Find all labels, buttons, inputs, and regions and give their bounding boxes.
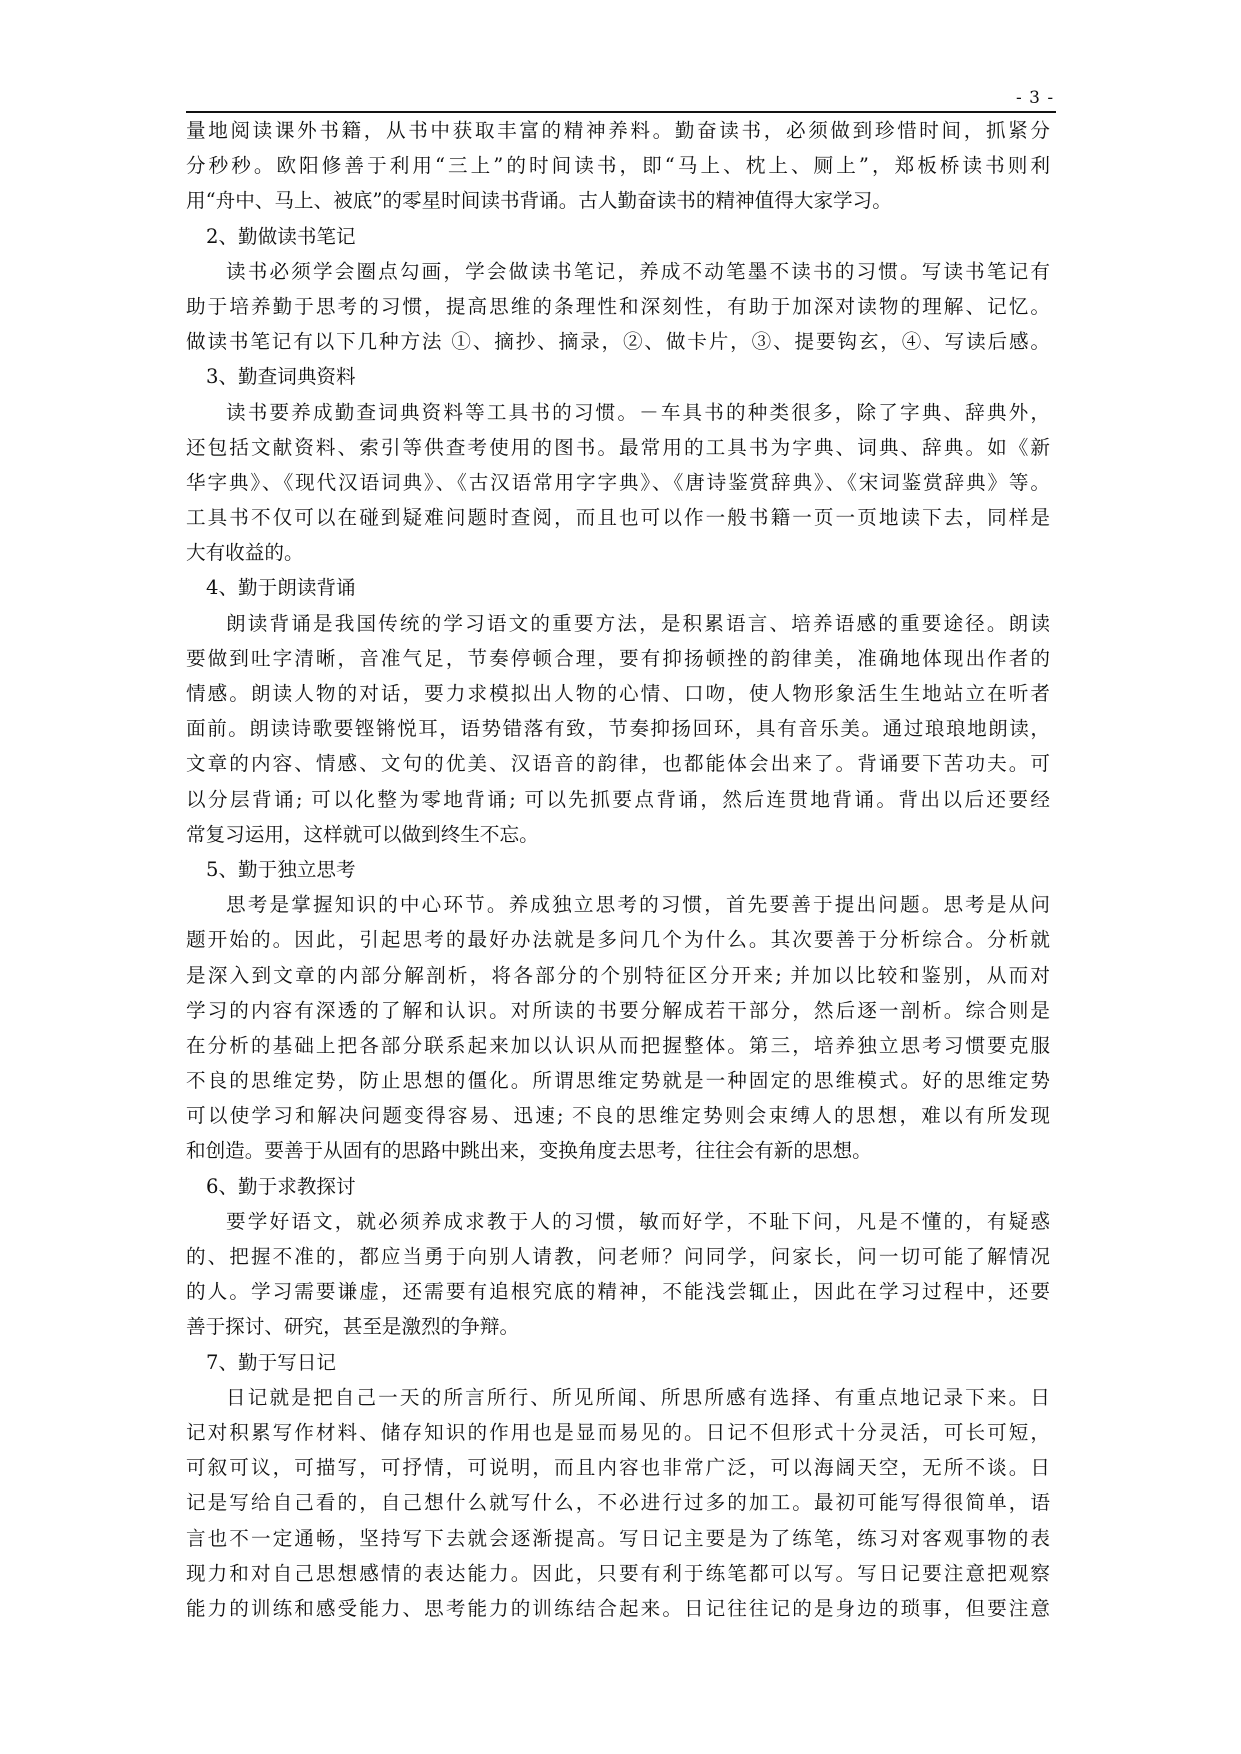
text-line: 日记就是把自己一天的所言所行、所见所闻、所思所感有选择、有重点地记录下来。日 [226, 1385, 1050, 1409]
text-line: 在分析的基础上把各部分联系起来加以认识从而把握整体。第三，培养独立思考习惯要克服 [186, 1033, 1050, 1057]
text-line: 要做到吐字清晰，音准气足，节奏停顿合理，要有抑扬顿挫的韵律美，准确地体现出作者的 [186, 646, 1050, 670]
text-line: 能力的训练和感受能力、思考能力的训练结合起来。日记往往记的是身边的琐事，但要注意 [186, 1596, 1050, 1620]
page-number: - 3 - [1016, 88, 1055, 108]
text-line: 是深入到文章的内部分解剖析，将各部分的个别特征区分开来; 并加以比较和鉴别，从而对 [186, 963, 1050, 987]
section-heading: 5、勤于独立思考 [206, 857, 356, 881]
text-line: 读书必须学会圈点勾画，学会做读书笔记，养成不动笔墨不读书的习惯。写读书笔记有 [226, 259, 1050, 283]
text-line: 工具书不仅可以在碰到疑难问题时查阅，而且也可以作一般书籍一页一页地读下去，同样是 [186, 506, 1050, 530]
text-line: 和创造。要善于从固有的思路中跳出来，变换角度去思考，往往会有新的思想。 [186, 1139, 872, 1163]
section-heading: 7、勤于写日记 [206, 1350, 337, 1374]
text-line: 以分层背诵; 可以化整为零地背诵; 可以先抓要点背诵，然后连贯地背诵。背出以后还要经 [186, 787, 1050, 811]
section-heading: 3、勤查词典资料 [206, 365, 356, 389]
text-line: 可叙可议，可描写，可抒情，可说明，而且内容也非常广泛，可以海阔天空，无所不谈。日 [186, 1456, 1050, 1480]
section-heading: 4、勤于朗读背诵 [206, 576, 356, 600]
text-line: 情感。朗读人物的对话，要力求模拟出人物的心情、口吻，使人物形象活生生地站立在听者 [186, 682, 1050, 705]
text-line: 还包括文献资料、索引等供查考使用的图书。最常用的工具书为字典、词典、辞典。如《新 [186, 435, 1050, 459]
text-line: 思考是掌握知识的中心环节。养成独立思考的习惯，首先要善于提出问题。思考是从问 [226, 893, 1050, 917]
text-line: 题开始的。因此，引起思考的最好办法就是多问几个为什么。其次要善于分析综合。分析就 [186, 928, 1050, 952]
text-line: 的、把握不准的，都应当勇于向别人请教，问老师？问同学，问家长，问一切可能了解情况 [186, 1245, 1050, 1268]
text-line: 文章的内容、情感、文句的优美、汉语音的韵律，也都能体会出来了。背诵要下苦功夫。可 [186, 752, 1050, 776]
text-line: 助于培养勤于思考的习惯，提高思维的条理性和深刻性，有助于加深对读物的理解、记忆。 [186, 294, 1050, 318]
text-line: 常复习运用，这样就可以做到终生不忘。 [186, 822, 539, 846]
text-line: 现力和对自己思想感情的表达能力。因此，只要有利于练笔都可以写。写日记要注意把观察 [186, 1561, 1050, 1585]
document-body [186, 113, 1050, 1626]
text-line: 用“舟中、马上、被底”的零星时间读书背诵。古人勤奋读书的精神值得大家学习。 [186, 189, 892, 213]
text-line: 量地阅读课外书籍，从书中获取丰富的精神养料。勤奋读书，必须做到珍惜时间，抓紧分 [186, 119, 1050, 142]
text-line: 言也不一定通畅，坚持写下去就会逐渐提高。写日记主要是为了练笔，练习对客观事物的表 [186, 1526, 1050, 1550]
text-line: 要学好语文，就必须养成求教于人的习惯，敏而好学，不耻下问，凡是不懂的，有疑惑 [226, 1209, 1050, 1233]
text-line: 善于探讨、研究，甚至是激烈的争辩。 [186, 1315, 520, 1339]
text-line: 面前。朗读诗歌要铿锵悦耳，语势错落有致，节奏抑扬回环，具有音乐美。通过琅琅地朗读， [186, 717, 1050, 741]
text-line: 读书要养成勤查词典资料等工具书的习惯。－车具书的种类很多，除了字典、辞典外， [226, 400, 1050, 424]
text-line: 不良的思维定势，防止思想的僵化。所谓思维定势就是一种固定的思维模式。好的思维定势 [186, 1069, 1050, 1093]
text-line: 朗读背诵是我国传统的学习语文的重要方法，是积累语言、培养语感的重要途径。朗读 [226, 611, 1050, 635]
text-line: 学习的内容有深透的了解和认识。对所读的书要分解成若干部分，然后逐一剖析。综合则是 [186, 998, 1050, 1022]
text-line: 大有收益的。 [186, 541, 304, 565]
text-line: 可以使学习和解决问题变得容易、迅速; 不良的思维定势则会束缚人的思想，难以有所发现 [186, 1104, 1050, 1128]
text-line: 华字典》、《现代汉语词典》、《古汉语常用字字典》、《唐诗鉴赏辞典》、《宋词鉴赏辞典》等。 [186, 470, 1050, 494]
text-line: 分秒秒。欧阳修善于利用“三上”的时间读书，即“马上、枕上、厕上”，郑板桥读书则利 [186, 154, 1050, 178]
text-line: 记是写给自己看的，自己想什么就写什么，不必进行过多的加工。最初可能写得很简单，语 [186, 1491, 1050, 1515]
section-heading: 2、勤做读书笔记 [206, 224, 356, 248]
text-line: 的人。学习需要谦虚，还需要有追根究底的精神，不能浅尝辄止，因此在学习过程中，还要 [186, 1280, 1050, 1304]
text-line: 做读书笔记有以下几种方法 ①、摘抄、摘录，②、做卡片，③、提要钩玄，④、写读后感。 [186, 330, 1050, 354]
section-heading: 6、勤于求教探讨 [206, 1174, 356, 1198]
text-line: 记对积累写作材料、储存知识的作用也是显而易见的。日记不但形式十分灵活，可长可短， [186, 1420, 1050, 1444]
